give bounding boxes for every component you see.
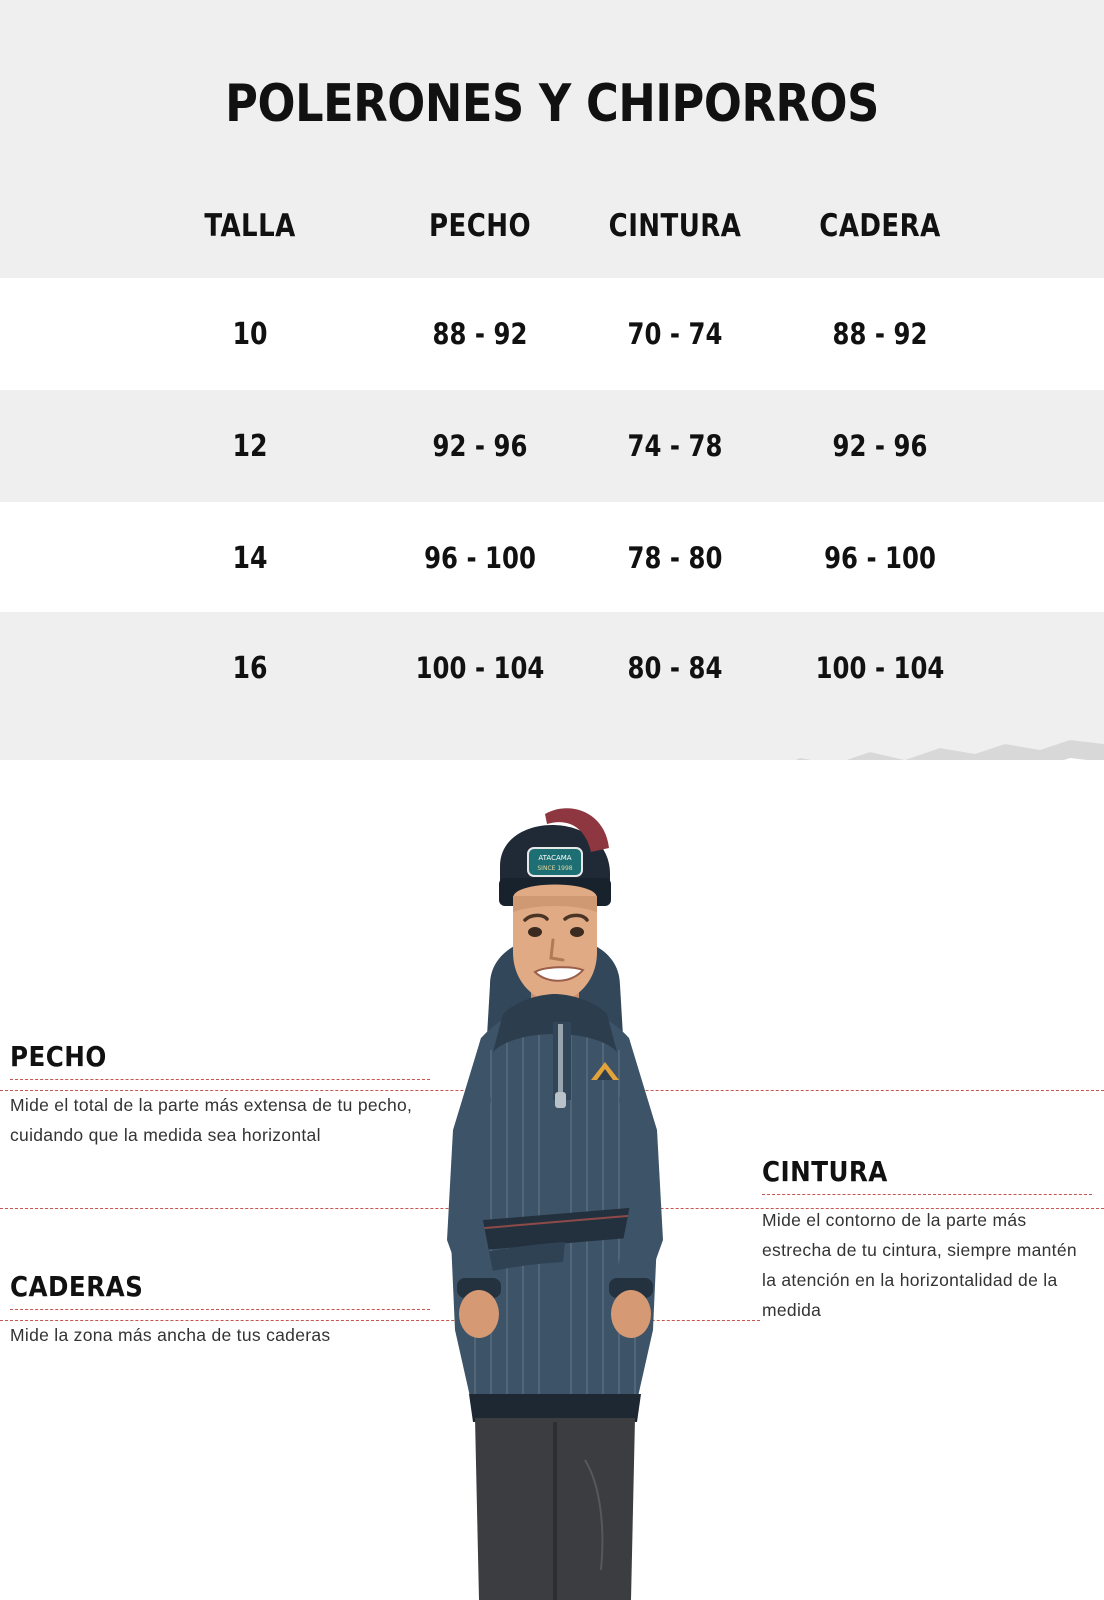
cell-talla: 14 <box>232 540 268 576</box>
cell-cadera: 88 - 92 <box>832 317 928 351</box>
table-header-row <box>0 196 1104 256</box>
callout-caderas <box>10 1270 430 1350</box>
callout-cintura-text: Mide el contorno de la parte más estrecha de tu cintura, siempre mantén la atención en la horizontalidad de la medida <box>762 1210 1077 1320</box>
model-illustration <box>395 770 715 1600</box>
cell-cintura: 80 - 84 <box>627 651 723 685</box>
cell-talla: 10 <box>232 316 268 352</box>
beanie-patch-text: SINCE 1998 <box>537 865 573 872</box>
cell-talla: 12 <box>232 428 268 464</box>
cell-cadera: 92 - 96 <box>832 429 928 463</box>
callout-caderas-rule <box>10 1309 430 1310</box>
callout-cintura <box>762 1155 1092 1325</box>
callout-caderas-text: Mide la zona más ancha de tus caderas <box>10 1325 331 1345</box>
cell-cintura: 70 - 74 <box>627 317 723 351</box>
column-header-talla: TALLA <box>204 208 296 244</box>
cell-pecho: 96 - 100 <box>424 541 536 575</box>
cell-pecho: 100 - 104 <box>415 651 545 685</box>
cell-pecho: 88 - 92 <box>432 317 528 351</box>
torn-paper-edge <box>0 700 1104 760</box>
page-title: POLERONES Y CHIPORROS <box>225 74 879 134</box>
size-table-section <box>0 0 1104 760</box>
table-row <box>0 278 1104 390</box>
callout-pecho-title: PECHO <box>10 1040 107 1073</box>
cell-cadera: 100 - 104 <box>815 651 945 685</box>
callout-caderas-title: CADERAS <box>10 1270 144 1303</box>
cell-cintura: 78 - 80 <box>627 541 723 575</box>
table-row <box>0 502 1104 614</box>
callout-cintura-title: CINTURA <box>762 1155 888 1188</box>
callout-cintura-rule <box>762 1194 1092 1195</box>
callout-pecho-rule <box>10 1079 430 1080</box>
svg-text:ATACAMA: ATACAMA <box>538 854 572 862</box>
cell-cintura: 74 - 78 <box>627 429 723 463</box>
cell-talla: 16 <box>232 650 268 686</box>
table-row <box>0 390 1104 502</box>
column-header-cadera: CADERA <box>819 208 941 244</box>
cell-cadera: 96 - 100 <box>824 541 936 575</box>
column-header-pecho: PECHO <box>428 208 532 244</box>
measurement-guide-section <box>0 760 1104 1600</box>
cell-pecho: 92 - 96 <box>432 429 528 463</box>
callout-pecho-text: Mide el total de la parte más extensa de tu pecho, cuidando que la medida sea horizontal <box>10 1095 413 1145</box>
callout-pecho <box>10 1040 430 1150</box>
column-header-cintura: CINTURA <box>608 208 742 244</box>
